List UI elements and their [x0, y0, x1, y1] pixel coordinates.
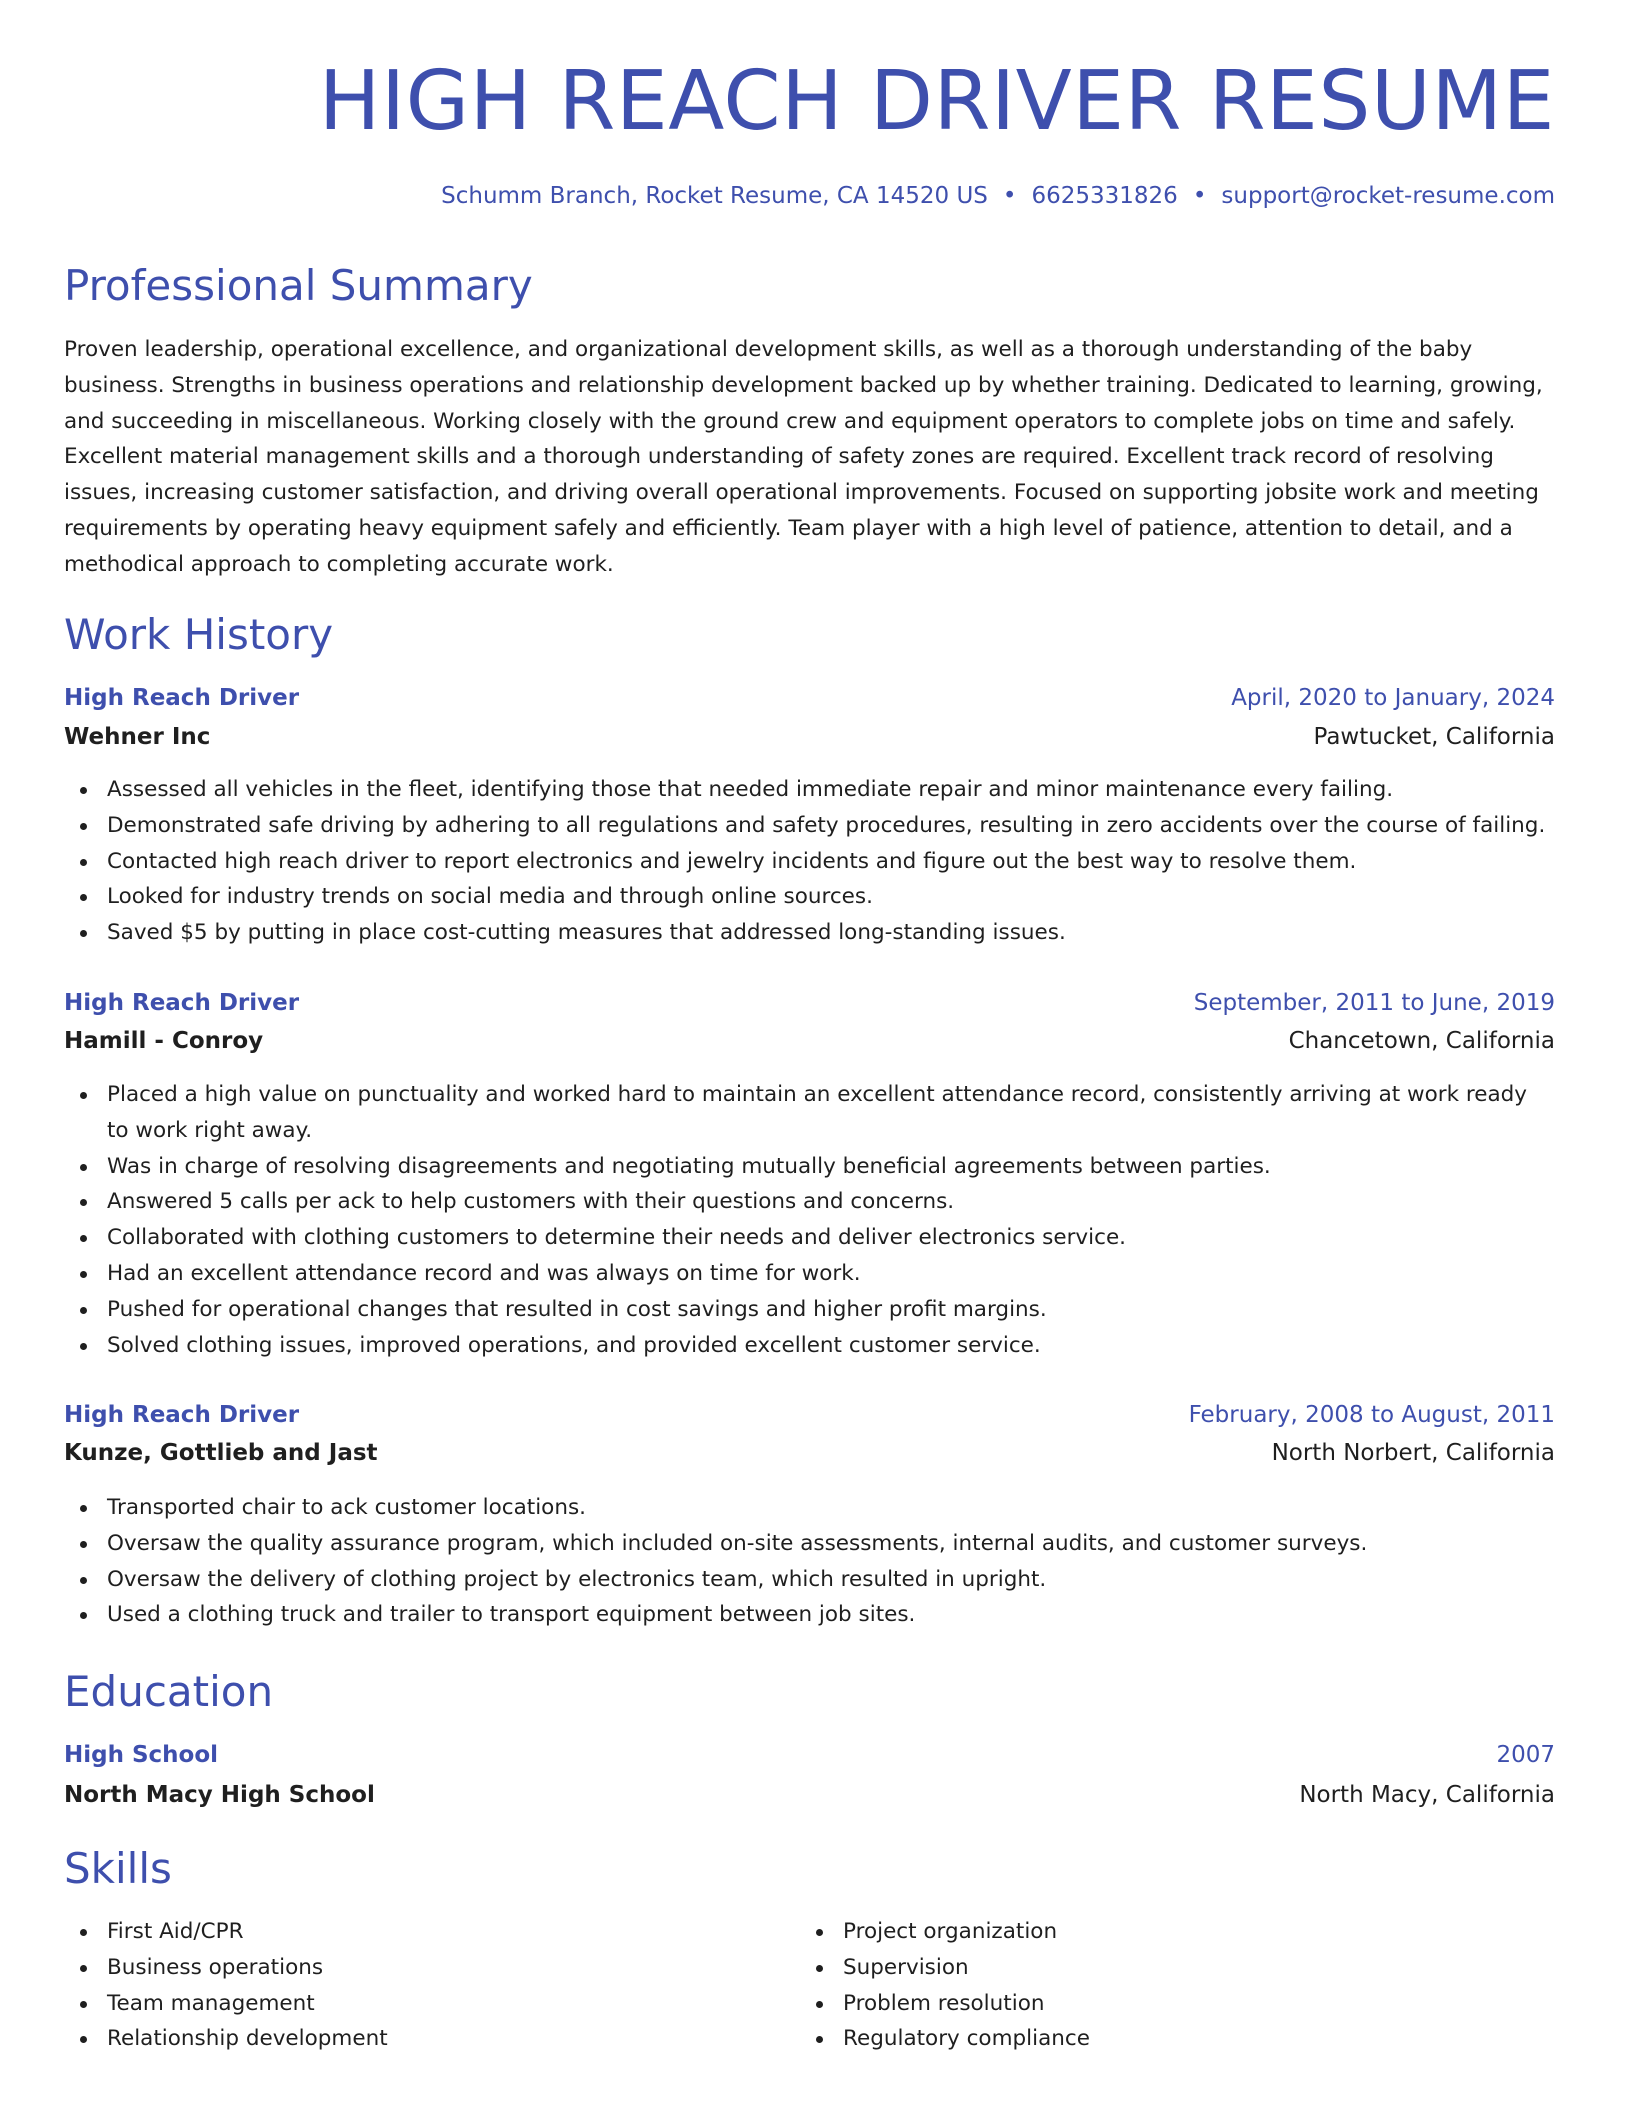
- job-2-company-row: [64, 1025, 1555, 1057]
- job-location: Pawtucket, California: [1313, 724, 1555, 750]
- job-location: Chancetown, California: [1288, 1028, 1555, 1054]
- contact-line: [441, 180, 1555, 212]
- job-location: North Norbert, California: [1271, 1440, 1555, 1466]
- job-3-bullets: [64, 1490, 1555, 1633]
- skills-list-left: [64, 1914, 784, 2057]
- contact-separator: •: [1002, 183, 1017, 209]
- job-company: Kunze, Gottlieb and Jast: [64, 1440, 378, 1466]
- job-company: Hamill - Conroy: [64, 1028, 264, 1054]
- list-item: Demonstrated safe driving by adhering to all regulations and safety procedures, resulting in zero accidents over the course of failing.: [64, 808, 1555, 844]
- work-history-heading: Work History: [64, 610, 334, 659]
- job-title: High Reach Driver: [64, 990, 300, 1016]
- job-dates: September, 2011 to June, 2019: [1193, 990, 1555, 1016]
- list-item: Contacted high reach driver to report electronics and jewelry incidents and figure out the best way to resolve them.: [64, 844, 1555, 880]
- job-2-bullets: [64, 1077, 1555, 1363]
- contact-phone: 6625331826: [1031, 183, 1178, 209]
- professional-summary-text: Proven leadership, operational excellence, and organizational development skills, as well as a thorough understanding of the baby business. Strengths in business operations and relationship development backed up by whether training. Dedicated to learning, growing, and succeeding in miscellaneous. Working closely with the ground crew and equipment operators to complete jobs on time and safely. Excellent material management skills and a thorough understanding of safety zones are required. Excellent track record of resolving issues, increasing customer satisfaction, and driving overall operational improvements. Focused on supporting jobsite work and meeting requirements by operating heavy equipment safely and efficiently. Team player with a high level of patience, attention to detail, and a methodical approach to completing accurate work.: [64, 337, 1543, 577]
- list-item: Saved $5 by putting in place cost-cutting measures that addressed long-standing issues.: [64, 915, 1555, 951]
- education-degree: High School: [64, 1742, 219, 1768]
- list-item: Oversaw the quality assurance program, which included on-site assessments, internal audits, and customer surveys.: [64, 1526, 1555, 1562]
- education-heading: Education: [64, 1667, 274, 1716]
- list-item: Oversaw the delivery of clothing project by electronics team, which resulted in upright.: [64, 1562, 1555, 1598]
- skill-item: Business operations: [64, 1950, 784, 1986]
- job-dates: April, 2020 to January, 2024: [1231, 685, 1555, 711]
- skill-item: Regulatory compliance: [800, 2021, 1520, 2057]
- job-2-header: [64, 987, 1555, 1019]
- contact-address: Schumm Branch, Rocket Resume, CA 14520 US: [441, 183, 988, 209]
- skill-item: Supervision: [800, 1950, 1520, 1986]
- job-1-header: [64, 682, 1555, 714]
- job-title: High Reach Driver: [64, 1402, 300, 1428]
- professional-summary-heading: Professional Summary: [64, 261, 533, 310]
- skill-item: Relationship development: [64, 2021, 784, 2057]
- education-school: North Macy High School: [64, 1782, 375, 1808]
- list-item: Used a clothing truck and trailer to transport equipment between job sites.: [64, 1597, 1555, 1633]
- list-item: Collaborated with clothing customers to determine their needs and deliver electronics service.: [64, 1220, 1555, 1256]
- skill-item: Problem resolution: [800, 1986, 1520, 2022]
- job-3-header: [64, 1399, 1555, 1431]
- job-1-company-row: [64, 721, 1555, 753]
- list-item: Looked for industry trends on social media and through online sources.: [64, 879, 1555, 915]
- resume-title: HIGH REACH DRIVER RESUME: [318, 54, 1555, 149]
- job-title: High Reach Driver: [64, 685, 300, 711]
- contact-separator: •: [1192, 183, 1207, 209]
- list-item: Was in charge of resolving disagreements and negotiating mutually beneficial agreements between parties.: [64, 1149, 1555, 1185]
- job-dates: February, 2008 to August, 2011: [1188, 1402, 1555, 1428]
- list-item: Had an excellent attendance record and was always on time for work.: [64, 1256, 1555, 1292]
- list-item: Solved clothing issues, improved operations, and provided excellent customer service.: [64, 1328, 1555, 1364]
- list-item: Placed a high value on punctuality and worked hard to maintain an excellent attendance record, consistently arriving at work ready to work right away.: [64, 1077, 1555, 1149]
- skill-item: Project organization: [800, 1914, 1520, 1950]
- job-3-company-row: [64, 1437, 1555, 1469]
- list-item: Answered 5 calls per ack to help customers with their questions and concerns.: [64, 1184, 1555, 1220]
- skills-list-right: [800, 1914, 1520, 2057]
- list-item: Assessed all vehicles in the fleet, identifying those that needed immediate repair and minor maintenance every failing.: [64, 772, 1555, 808]
- contact-email: support@rocket-resume.com: [1221, 183, 1555, 209]
- education-year: 2007: [1496, 1742, 1555, 1768]
- job-company: Wehner Inc: [64, 724, 211, 750]
- skill-item: Team management: [64, 1986, 784, 2022]
- skills-heading: Skills: [64, 1844, 172, 1893]
- list-item: Pushed for operational changes that resulted in cost savings and higher profit margins.: [64, 1292, 1555, 1328]
- education-location: North Macy, California: [1299, 1782, 1555, 1808]
- list-item: Transported chair to ack customer locations.: [64, 1490, 1555, 1526]
- education-header: [64, 1739, 1555, 1771]
- education-school-row: [64, 1779, 1555, 1811]
- job-1-bullets: [64, 772, 1555, 951]
- skill-item: First Aid/CPR: [64, 1914, 784, 1950]
